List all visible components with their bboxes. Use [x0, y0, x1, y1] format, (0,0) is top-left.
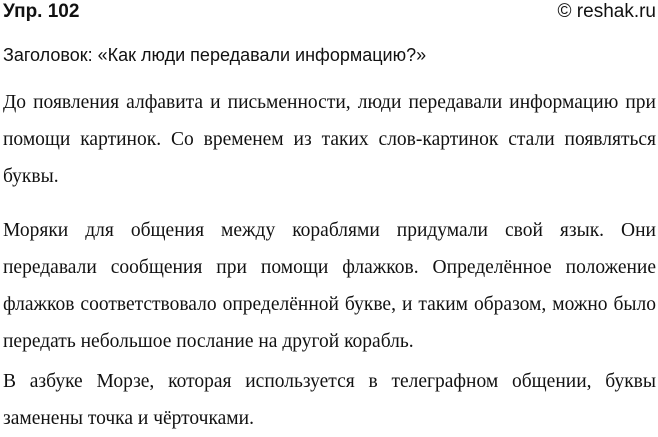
- essay-heading: Заголовок: «Как люди передавали информацию?»: [3, 45, 427, 65]
- paragraph-2: Моряки для общения между кораблями придумали свой язык. Они передавали сообщения при помощи флажков. Определённое положение флажков соответствовало определённой букве, и таким образом, можно было передать небольшое послание на другой корабль.: [3, 220, 656, 352]
- paragraph-1: До появления алфавита и письменности, люди передавали информацию при помощи картинок. Со временем из таких слов-картинок стали появляться буквы.: [3, 92, 656, 187]
- paragraph-3: В азбуке Морзе, которая используется в телеграфном общении, буквы заменены точка и чёрточками.: [3, 371, 656, 429]
- exercise-number: Упр. 102: [3, 1, 80, 22]
- source-watermark: © reshak.ru: [557, 1, 656, 22]
- page-header: [3, 0, 656, 32]
- document-page: [3, 0, 656, 429]
